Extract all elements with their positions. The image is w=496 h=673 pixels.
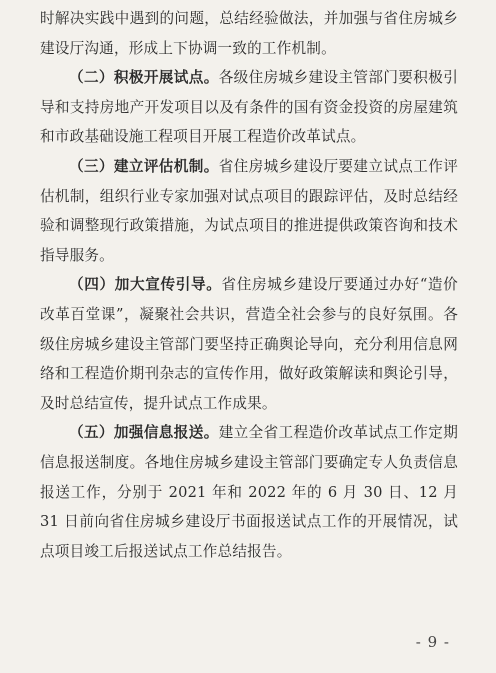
paragraph-evaluation-mechanism [40,152,458,270]
paragraph-text: 建立全省工程造价改革试点工作定期信息报送制度。各地住房城乡建设主管部门要确定专人负责信息报送工作，分别于 2021 年和 2022 年的 6 月 30 日、12 月 31 日前向省住房城乡建设厅书面报送试点工作的开展情况，试点项目竣工后报送试点工作总结报告。 [40,424,458,560]
paragraph-information-reporting [40,418,458,566]
paragraph-pilot-launch [40,63,458,152]
paragraph-text: 省住房城乡建设厅要通过办好“造价改革百堂课”，凝聚社会共识，营造全社会参与的良好氛围。各级住房城乡建设主管部门要坚持正确舆论导向，充分利用信息网络和工程造价期刊杂志的宣传作用，做好政策解读和舆论引导，及时总结宣传，提升试点工作成果。 [40,276,458,412]
paragraph-text: 省住房城乡建设厅要建立试点工作评估机制，组织行业专家加强对试点项目的跟踪评估，及时总结经验和调整现行政策措施，为试点项目的推进提供政策咨询和技术指导服务。 [40,157,458,264]
page-number: - 9 - [415,633,450,651]
paragraph-continuation [40,4,458,63]
paragraph-publicity-guidance [40,270,458,418]
paragraph-text: 各级住房城乡建设主管部门要积极引导和支持房地产开发项目以及有条件的国有资金投资的房屋建筑和市政基础设施工程项目开展工程造价改革试点。 [40,69,458,146]
paragraph-heading: （三）建立评估机制。 [69,157,219,175]
paragraph-heading: （二）积极开展试点。 [69,69,219,87]
paragraph-heading: （五）加强信息报送。 [69,424,219,442]
paragraph-text: 时解决实践中遇到的问题，总结经验做法，并加强与省住房城乡建设厅沟通，形成上下协调一致的工作机制。 [40,10,458,57]
paragraph-heading: （四）加大宣传引导。 [69,276,222,294]
